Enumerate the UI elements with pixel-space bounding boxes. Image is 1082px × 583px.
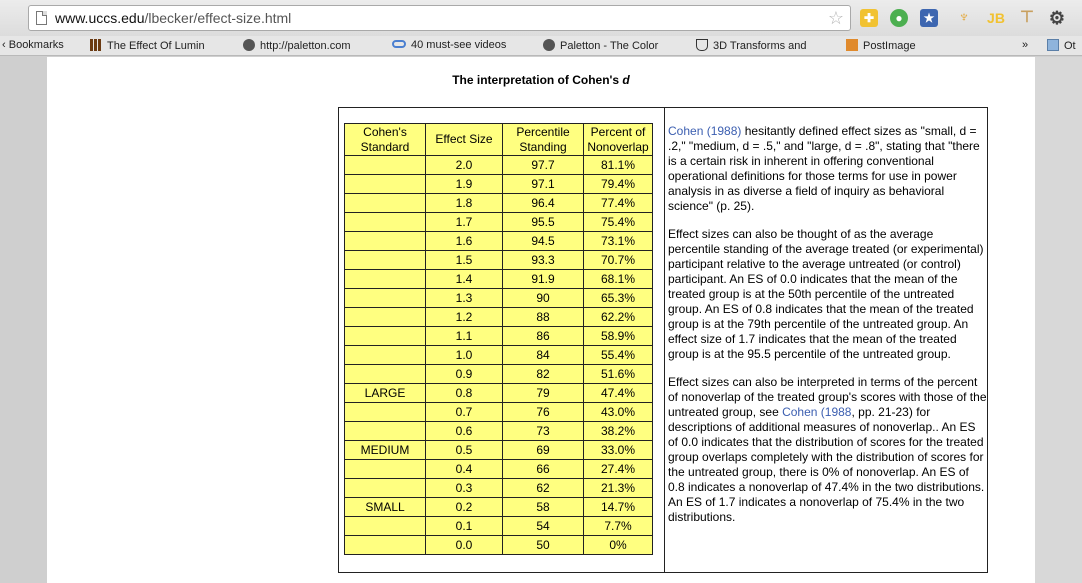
cell-standard: MEDIUM [345, 441, 426, 460]
bookmark-postimage[interactable]: PostImage [846, 39, 916, 52]
settings-icon[interactable]: ⚙ [1048, 8, 1066, 28]
cell-effect-size: 0.3 [426, 479, 503, 498]
table-row [345, 384, 653, 403]
cell-standard [345, 308, 426, 327]
cell-nonoverlap: 77.4% [584, 194, 653, 213]
cell-standard [345, 289, 426, 308]
table-row [345, 403, 653, 422]
bookmarks-overflow-button[interactable]: » [1022, 39, 1029, 51]
cell-nonoverlap: 75.4% [584, 213, 653, 232]
table-row [345, 346, 653, 365]
table-row [345, 308, 653, 327]
cell-standard [345, 422, 426, 441]
bookmark-star-icon[interactable]: ☆ [827, 8, 844, 28]
cell-effect-size: 1.7 [426, 213, 503, 232]
cell-effect-size: 1.1 [426, 327, 503, 346]
table-header-row [345, 124, 653, 156]
paragraph-nonoverlap: Effect sizes can also be interpreted in terms of the percent of nonoverlap of the treated group's scores with those of the untreated group, see Cohen (1988, pp. 21-23) for descriptions of additional measures of nonoverlap.. An ES of 0.0 indicates that the distribution of scores for the treated group overlaps completely with the distribution of scores for the untreated group, there is 0% of nonoverlap. An ES of 0.8 indicates a nonoverlap of 47.4% in the two distributions. An ES of 1.7 indicates a nonoverlap of 75.4% in the two distributions. [668, 375, 987, 524]
cell-effect-size: 0.0 [426, 536, 503, 555]
globe-icon [543, 39, 555, 51]
cell-percentile: 62 [503, 479, 584, 498]
cohen-1988-link[interactable]: Cohen (1988) [668, 124, 742, 138]
cell-standard [345, 460, 426, 479]
cell-nonoverlap: 21.3% [584, 479, 653, 498]
page-content [47, 57, 1035, 583]
cell-nonoverlap: 7.7% [584, 517, 653, 536]
bookmark-paletton-color[interactable]: Paletton - The Color [543, 39, 658, 52]
bookmark-3d-transforms[interactable]: 3D Transforms and [696, 39, 807, 52]
extension-1-icon[interactable]: ✚ [860, 9, 878, 27]
cell-effect-size: 1.8 [426, 194, 503, 213]
cell-nonoverlap: 81.1% [584, 156, 653, 175]
cell-nonoverlap: 68.1% [584, 270, 653, 289]
url-text[interactable] [55, 10, 291, 26]
cell-effect-size: 2.0 [426, 156, 503, 175]
extension-2-icon[interactable]: ● [890, 9, 908, 27]
cell-nonoverlap: 47.4% [584, 384, 653, 403]
cell-standard [345, 251, 426, 270]
cell-effect-size: 0.8 [426, 384, 503, 403]
cell-standard [345, 327, 426, 346]
bookmark-must-see-videos[interactable]: 40 must-see videos [392, 39, 506, 51]
globe-icon [243, 39, 255, 51]
cell-effect-size: 0.2 [426, 498, 503, 517]
cell-percentile: 97.7 [503, 156, 584, 175]
cell-nonoverlap: 55.4% [584, 346, 653, 365]
cell-percentile: 88 [503, 308, 584, 327]
other-bookmarks-folder[interactable]: Ot [1047, 39, 1076, 52]
page-icon [36, 11, 47, 25]
cell-percentile: 94.5 [503, 232, 584, 251]
cell-percentile: 69 [503, 441, 584, 460]
page-title: The interpretation of Cohen's d [452, 73, 630, 87]
cell-effect-size: 0.6 [426, 422, 503, 441]
cell-effect-size: 0.7 [426, 403, 503, 422]
table-row [345, 536, 653, 555]
bookmark-effect-of-luminance[interactable]: The Effect Of Lumin [90, 39, 205, 52]
cell-standard [345, 536, 426, 555]
cell-standard [345, 232, 426, 251]
cell-percentile: 50 [503, 536, 584, 555]
url-path: /lbecker/effect-size.html [144, 10, 292, 26]
paragraph-percentile: Effect sizes can also be thought of as the average percentile standing of the average treated (or experimental) participant relative to the average untreated (or control) participant. An ES of 0.0 indicates that the mean of the treated group is at the 50th percentile of the untreated group. An ES of 0.8 indicates that the mean of the treated group is at the 79th percentile of the untreated group. An effect size of 1.7 indicates that the mean of the treated group is at the 95.5 percentile of the untreated group. [668, 227, 984, 361]
postimage-icon [846, 39, 858, 51]
table-row [345, 422, 653, 441]
cell-nonoverlap: 38.2% [584, 422, 653, 441]
cell-percentile: 86 [503, 327, 584, 346]
table-row [345, 498, 653, 517]
table-row [345, 479, 653, 498]
cell-nonoverlap: 62.2% [584, 308, 653, 327]
cell-standard [345, 175, 426, 194]
header-percentile-standing: Percentile Standing [503, 124, 584, 156]
table-row [345, 327, 653, 346]
extension-jb-icon[interactable]: JB [987, 10, 1005, 26]
cell-nonoverlap: 65.3% [584, 289, 653, 308]
address-bar[interactable] [28, 5, 851, 31]
header-percent-nonoverlap: Percent of Nonoverlap [584, 124, 653, 156]
cell-percentile: 93.3 [503, 251, 584, 270]
cell-standard: SMALL [345, 498, 426, 517]
cohen-1988-link-2[interactable]: Cohen (1988 [782, 405, 852, 419]
cell-effect-size: 0.4 [426, 460, 503, 479]
flask-icon [696, 39, 708, 51]
cell-effect-size: 1.5 [426, 251, 503, 270]
cell-standard [345, 156, 426, 175]
table-row [345, 289, 653, 308]
cell-effect-size: 1.3 [426, 289, 503, 308]
cell-effect-size: 1.0 [426, 346, 503, 365]
cell-nonoverlap: 33.0% [584, 441, 653, 460]
cell-percentile: 54 [503, 517, 584, 536]
extension-4-icon[interactable]: ♆ [958, 9, 970, 26]
cell-nonoverlap: 0% [584, 536, 653, 555]
cell-nonoverlap: 73.1% [584, 232, 653, 251]
cell-standard: LARGE [345, 384, 426, 403]
table-row [345, 365, 653, 384]
link-icon [392, 40, 406, 48]
table-row [345, 213, 653, 232]
bookmark-paletton[interactable]: http://paletton.com [243, 39, 351, 52]
cell-nonoverlap: 79.4% [584, 175, 653, 194]
cell-standard [345, 194, 426, 213]
table-row [345, 175, 653, 194]
chevron-left-icon: ‹ [2, 39, 9, 51]
url-host: www.uccs.edu [55, 10, 145, 26]
cell-nonoverlap: 51.6% [584, 365, 653, 384]
cell-effect-size: 0.5 [426, 441, 503, 460]
table-row [345, 441, 653, 460]
table-row [345, 156, 653, 175]
cell-percentile: 58 [503, 498, 584, 517]
table-row [345, 517, 653, 536]
cell-percentile: 95.5 [503, 213, 584, 232]
cell-standard [345, 213, 426, 232]
cell-percentile: 79 [503, 384, 584, 403]
header-effect-size: Effect Size [426, 124, 503, 156]
cell-percentile: 82 [503, 365, 584, 384]
cell-standard [345, 270, 426, 289]
cell-percentile: 66 [503, 460, 584, 479]
table-row [345, 232, 653, 251]
cell-effect-size: 0.9 [426, 365, 503, 384]
cell-percentile: 97.1 [503, 175, 584, 194]
cell-standard [345, 365, 426, 384]
cell-percentile: 84 [503, 346, 584, 365]
cell-percentile: 76 [503, 403, 584, 422]
cell-effect-size: 1.6 [426, 232, 503, 251]
folder-icon [1047, 39, 1059, 51]
cell-effect-size: 1.4 [426, 270, 503, 289]
cell-standard [345, 479, 426, 498]
table-row [345, 270, 653, 289]
explanation-text [668, 124, 988, 538]
browser-toolbar [0, 0, 1082, 36]
cell-percentile: 91.9 [503, 270, 584, 289]
extension-6-icon[interactable]: ⊤ [1020, 9, 1034, 26]
cell-nonoverlap: 27.4% [584, 460, 653, 479]
header-cohens-standard: Cohen's Standard [345, 124, 426, 156]
extension-3-icon[interactable]: ★ [920, 9, 938, 27]
cell-percentile: 73 [503, 422, 584, 441]
column-divider [664, 108, 665, 572]
window-margin [1035, 57, 1082, 583]
cell-effect-size: 0.1 [426, 517, 503, 536]
bookmarks-bar [0, 36, 1082, 56]
cell-percentile: 96.4 [503, 194, 584, 213]
cell-nonoverlap: 43.0% [584, 403, 653, 422]
cell-standard [345, 346, 426, 365]
cell-effect-size: 1.9 [426, 175, 503, 194]
paragraph-definitions: Cohen (1988) hesitantly defined effect sizes as "small, d = .2," "medium, d = .5," and "large, d = .8", stating that "there is a certain risk in inherent in offering conventional operational definitions for those terms for use in power analysis in as diverse a field of inquiry as behavioral science" (p. 25). [668, 124, 980, 213]
content-frame [338, 107, 988, 573]
table-row [345, 251, 653, 270]
table-row [345, 194, 653, 213]
bookmarks-menu[interactable]: ‹ Bookmarks [2, 39, 64, 51]
cell-nonoverlap: 14.7% [584, 498, 653, 517]
cell-standard [345, 403, 426, 422]
grid-icon [90, 39, 102, 51]
effect-size-table [344, 123, 653, 555]
table-row [345, 460, 653, 479]
cell-effect-size: 1.2 [426, 308, 503, 327]
cell-standard [345, 517, 426, 536]
cell-nonoverlap: 58.9% [584, 327, 653, 346]
cell-nonoverlap: 70.7% [584, 251, 653, 270]
cell-percentile: 90 [503, 289, 584, 308]
table-body [345, 156, 653, 555]
